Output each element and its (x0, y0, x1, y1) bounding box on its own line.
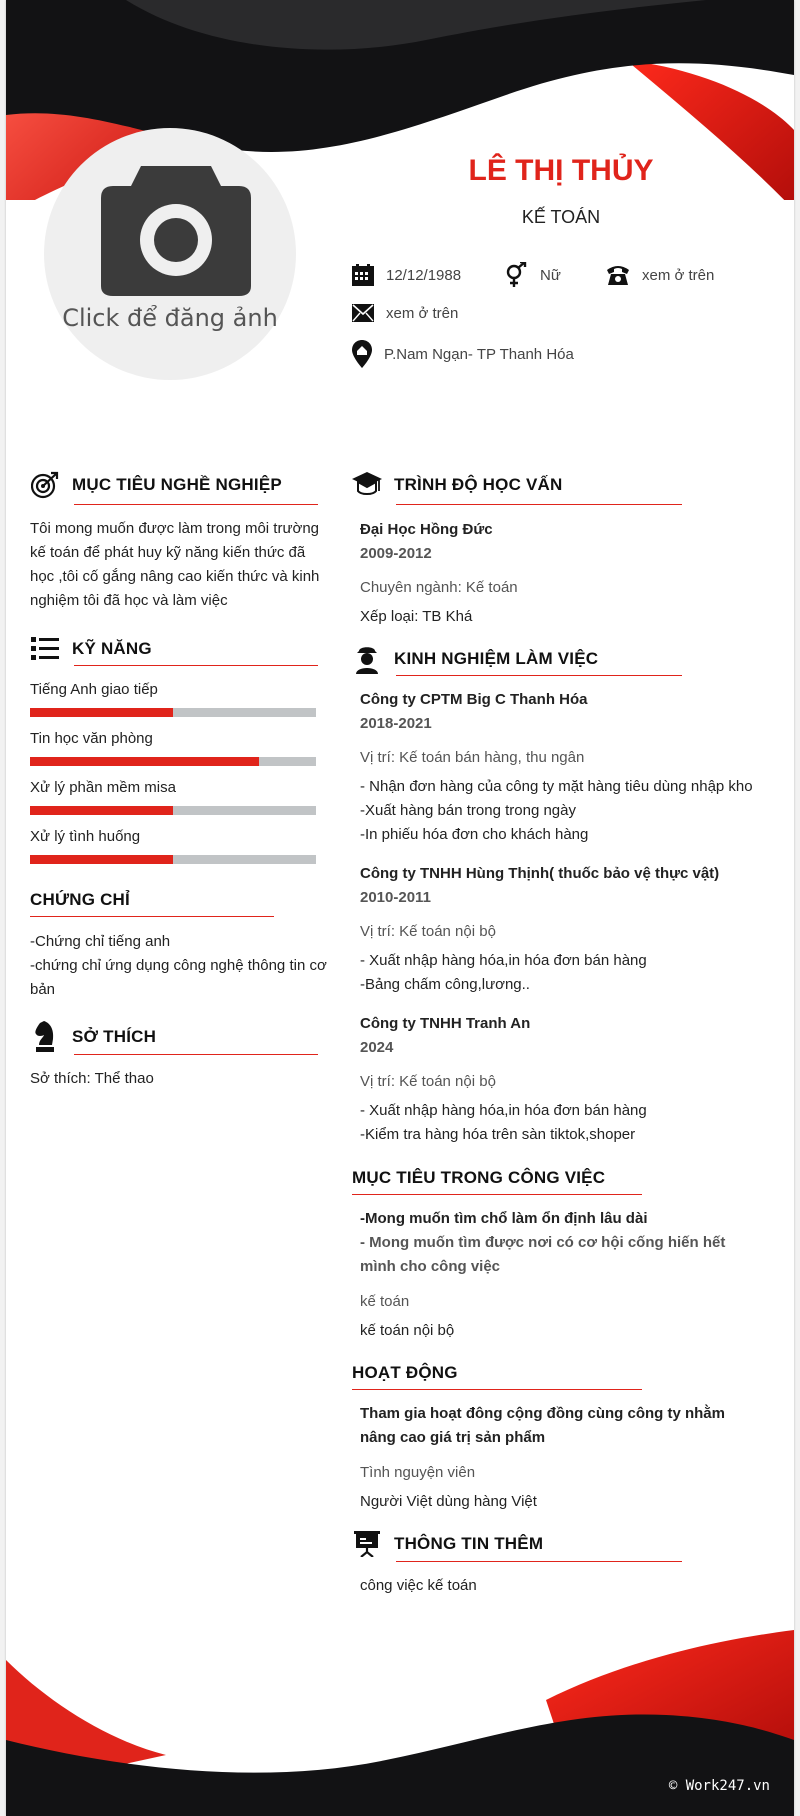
skill-label: Tin học văn phòng (30, 730, 153, 747)
objective-title: MỤC TIÊU NGHỀ NGHIỆP (72, 475, 282, 494)
objective-text: Tôi mong muốn được làm trong môi trường kế toán để phát huy kỹ năng kiến thức đã học ,tôi cố gắng nâng cao kiến thức và kinh nghiệm tôi đã học và làm việc (30, 520, 320, 609)
education-major: Chuyên ngành: Kế toán (360, 579, 518, 596)
job-position: Vị trí: Kế toán bán hàng, thu ngân (360, 749, 585, 766)
job-period: 2018-2021 (360, 715, 432, 732)
divider (30, 916, 274, 917)
mail-icon (352, 304, 374, 322)
objective-heading (28, 470, 282, 500)
hobbies-heading (28, 1022, 156, 1052)
work-goal-detail: kế toán nội bộ (360, 1322, 455, 1339)
skill-bar (30, 855, 316, 864)
phone-value: xem ở trên (642, 266, 715, 284)
job-company: Công ty TNHH Tranh An (360, 1015, 531, 1032)
candidate-role: KẾ TOÁN (521, 207, 601, 227)
photo-upload[interactable] (44, 128, 296, 380)
divider (74, 504, 318, 505)
job-period: 2024 (360, 1039, 394, 1056)
birthdate-value: 12/12/1988 (386, 266, 462, 284)
activities-title: HOẠT ĐỘNG (352, 1363, 458, 1382)
graduation-cap-icon (351, 471, 383, 499)
activities-heading (352, 1363, 458, 1383)
skill-bar-fill (30, 855, 173, 864)
divider (396, 504, 682, 505)
work-goal-text: -Mong muốn tìm chổ làm ổn định lâu dài - Mong muốn tìm được nơi có cơ hội cống hiến hết mình cho công việc (360, 1210, 726, 1275)
list-icon (31, 637, 59, 661)
target-icon (31, 471, 59, 499)
birthdate (352, 264, 461, 286)
location-pin-icon (352, 340, 372, 368)
job-tasks: - Xuất nhập hàng hóa,in hóa đơn bán hàng -Bảng chấm công,lương.. (360, 952, 647, 993)
hobbies-title: SỞ THÍCH (72, 1027, 157, 1046)
job-period: 2010-2011 (360, 889, 431, 906)
email (352, 304, 458, 322)
divider (74, 1054, 318, 1055)
skill-label: Xử lý tình huống (30, 828, 141, 845)
job-position: Vị trí: Kế toán nội bộ (360, 923, 496, 940)
gender-icon (504, 262, 528, 288)
skill-bar-fill (30, 708, 173, 717)
education-heading (350, 470, 562, 500)
gender (504, 262, 561, 288)
experience-heading (350, 644, 598, 674)
address (352, 340, 574, 368)
extra-title: THÔNG TIN THÊM (394, 1534, 544, 1553)
activities-sub: Tình nguyện viên (360, 1464, 476, 1481)
chess-knight-icon (34, 1021, 56, 1053)
worker-icon (354, 644, 380, 674)
skill-bar (30, 708, 316, 717)
school-name: Đại Học Hồng Đức (360, 521, 493, 538)
divider (396, 1561, 682, 1562)
skill-bar-fill (30, 757, 259, 766)
divider (74, 665, 318, 666)
cv-page (6, 0, 794, 1816)
job-company: Công ty TNHH Hùng Thịnh( thuốc bảo vệ thực vật) (360, 865, 720, 882)
calendar-icon (352, 264, 374, 286)
education-title: TRÌNH ĐỘ HỌC VẤN (394, 475, 563, 494)
address-value: P.Nam Ngạn- TP Thanh Hóa (384, 345, 574, 363)
experience-title: KINH NGHIỆM LÀM VIỆC (394, 649, 599, 668)
education-period: 2009-2012 (360, 545, 432, 562)
job-company: Công ty CPTM Big C Thanh Hóa (360, 691, 588, 708)
certificates-text: -Chứng chỉ tiếng anh -chứng chỉ ứng dụng công nghệ thông tin cơ bản (30, 933, 327, 998)
skill-label: Tiếng Anh giao tiếp (30, 681, 158, 698)
candidate-name: LÊ THỊ THỦY (468, 154, 654, 187)
work-goal-title: MỤC TIÊU TRONG CÔNG VIỆC (352, 1168, 606, 1187)
work-goal-heading (352, 1168, 605, 1188)
presentation-icon (354, 1531, 380, 1557)
skill-bar (30, 757, 316, 766)
phone-icon (606, 264, 630, 286)
extra-heading (350, 1529, 543, 1559)
divider (396, 675, 682, 676)
gender-value: Nữ (540, 266, 561, 284)
divider (352, 1389, 642, 1390)
camera-icon (101, 166, 251, 296)
skill-label: Xử lý phần mềm misa (30, 779, 176, 796)
skill-bar (30, 806, 316, 815)
work-goal-sub: kế toán (360, 1293, 410, 1310)
education-grade: Xếp loại: TB Khá (360, 608, 473, 625)
watermark: © Work247.vn (668, 1778, 770, 1794)
job-tasks: - Nhận đơn hàng của công ty mặt hàng tiêu dùng nhập kho -Xuất hàng bán trong trong ngày -In phiếu hóa đơn cho khách hàng (360, 778, 753, 843)
email-value: xem ở trên (386, 304, 459, 322)
certificates-heading (30, 890, 130, 910)
extra-text: công việc kế toán (360, 1577, 477, 1594)
activities-text: Tham gia hoạt đông cộng đồng cùng công ty nhằm nâng cao giá trị sản phẩm (360, 1405, 725, 1446)
certificates-title: CHỨNG CHỈ (30, 890, 130, 909)
phone (606, 264, 714, 286)
skills-heading (28, 634, 152, 664)
skills-title: KỸ NĂNG (72, 639, 152, 658)
skill-bar-fill (30, 806, 173, 815)
job-position: Vị trí: Kế toán nội bộ (360, 1073, 496, 1090)
job-tasks: - Xuất nhập hàng hóa,in hóa đơn bán hàng -Kiểm tra hàng hóa trên sàn tiktok,shoper (360, 1102, 647, 1143)
hobbies-text: Sở thích: Thể thao (30, 1070, 154, 1087)
photo-caption: Click để đăng ảnh (62, 304, 278, 332)
activities-detail: Người Việt dùng hàng Việt (360, 1493, 537, 1510)
divider (352, 1194, 642, 1195)
